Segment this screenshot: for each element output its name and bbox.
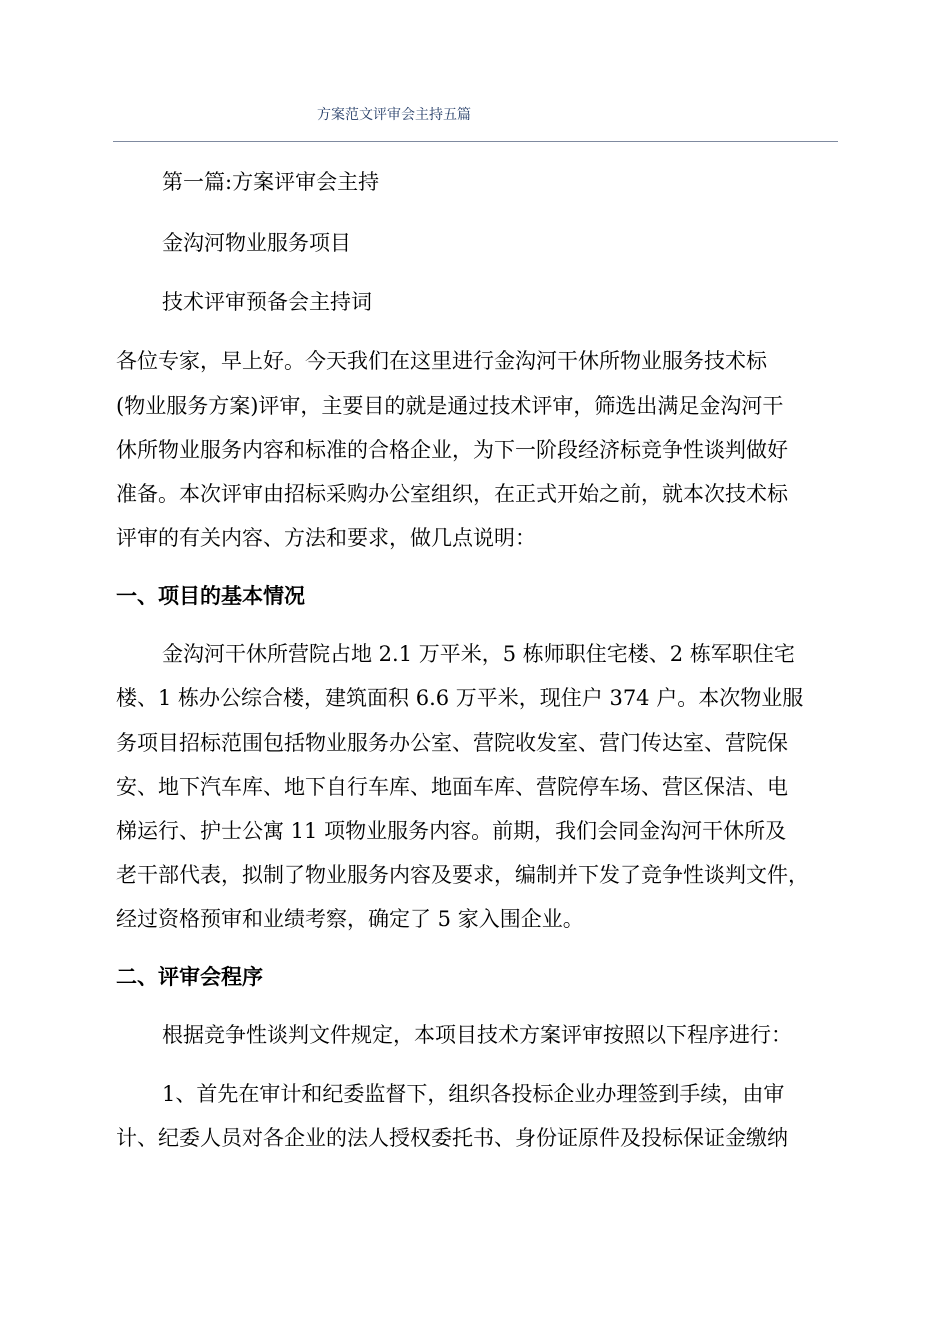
intro-line: 评审的有关内容、方法和要求，做几点说明： xyxy=(116,526,536,550)
paragraph-line: 楼、1 栋办公综合楼，建筑面积 6.6 万平米，现住户 374 户。本次物业服 xyxy=(116,686,804,710)
section-heading: 第一篇:方案评审会主持 xyxy=(162,170,380,194)
paragraph-line: 金沟河干休所营院占地 2.1 万平米，5 栋师职住宅楼、2 栋军职住宅 xyxy=(162,642,795,666)
paragraph-line: 老干部代表，拟制了物业服务内容及要求，编制并下发了竞争性谈判文件， xyxy=(116,863,809,887)
paragraph-line: 根据竞争性谈判文件规定，本项目技术方案评审按照以下程序进行： xyxy=(162,1023,792,1047)
intro-line: 准备。本次评审由招标采购办公室组织，在正式开始之前，就本次技术标 xyxy=(116,482,788,506)
speech-subtitle: 技术评审预备会主持词 xyxy=(162,290,372,314)
part-heading: 二、评审会程序 xyxy=(116,965,263,989)
paragraph-line: 梯运行、护士公寓 11 项物业服务内容。前期，我们会同金沟河干休所及 xyxy=(116,819,787,843)
intro-line: 休所物业服务内容和标准的合格企业，为下一阶段经济标竞争性谈判做好 xyxy=(116,438,788,462)
paragraph-line: 1、首先在审计和纪委监督下，组织各投标企业办理签到手续，由审 xyxy=(162,1082,785,1106)
paragraph-line: 计、纪委人员对各企业的法人授权委托书、身份证原件及投标保证金缴纳 xyxy=(116,1126,788,1150)
part-heading: 一、项目的基本情况 xyxy=(116,584,305,608)
intro-line: (物业服务方案)评审，主要目的就是通过技术评审，筛选出满足金沟河干 xyxy=(116,394,784,418)
paragraph-line: 务项目招标范围包括物业服务办公室、营院收发室、营门传达室、营院保 xyxy=(116,731,788,755)
header-divider xyxy=(113,141,838,142)
paragraph-line: 安、地下汽车库、地下自行车库、地面车库、营院停车场、营区保洁、电 xyxy=(116,775,788,799)
running-header-title: 方案范文评审会主持五篇 xyxy=(317,107,471,123)
paragraph-line: 经过资格预审和业绩考察，确定了 5 家入围企业。 xyxy=(116,907,584,931)
project-subtitle: 金沟河物业服务项目 xyxy=(162,231,351,255)
intro-line: 各位专家，早上好。今天我们在这里进行金沟河干休所物业服务技术标 xyxy=(116,349,767,373)
